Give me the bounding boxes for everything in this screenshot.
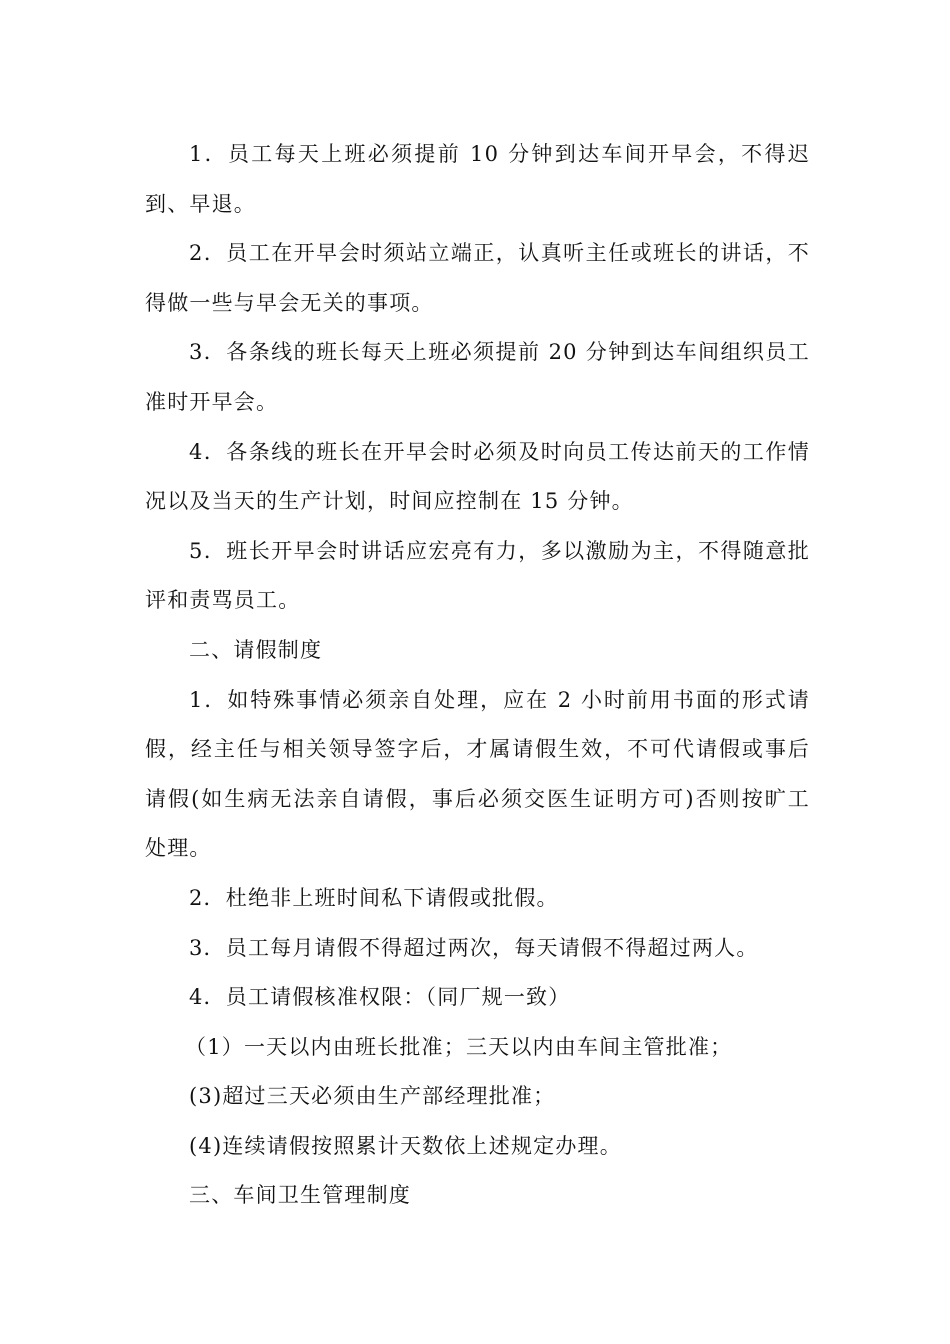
document-body — [145, 130, 810, 1221]
paragraph-line: 2．员工在开早会时须站立端正，认真听主任或班长的讲话，不 — [189, 241, 810, 266]
paragraph-line: 1．如特殊事情必须亲自处理，应在 2 小时前用书面的形式请 — [189, 687, 810, 712]
paragraph-line: 2．杜绝非上班时间私下请假或批假。 — [189, 885, 559, 910]
paragraph-line: 况以及当天的生产计划，时间应控制在 15 分钟。 — [145, 489, 634, 514]
paragraph-line: 处理。 — [145, 836, 212, 861]
paragraph-line: （1）一天以内由班长批准；三天以内由车间主管批准； — [185, 1034, 733, 1059]
paragraph-line: (3)超过三天必须由生产部经理批准； — [189, 1084, 556, 1109]
paragraph-line: (4)连续请假按照累计天数依上述规定办理。 — [189, 1133, 622, 1158]
paragraph-line: 3．员工每月请假不得超过两次，每天请假不得超过两人。 — [189, 935, 759, 960]
paragraph-line: 4．员工请假核准权限：（同厂规一致） — [189, 985, 571, 1010]
paragraph-line: 假，经主任与相关领导签字后，才属请假生效，不可代请假或事后 — [145, 737, 810, 762]
paragraph-line: 4．各条线的班长在开早会时必须及时向员工传达前天的工作情 — [189, 439, 810, 464]
paragraph-line: 3．各条线的班长每天上班必须提前 20 分钟到达车间组织员工 — [189, 340, 810, 365]
paragraph-line: 准时开早会。 — [145, 389, 279, 414]
paragraph-line: 1．员工每天上班必须提前 10 分钟到达车间开早会，不得迟 — [189, 142, 810, 166]
section-heading: 二、请假制度 — [189, 637, 323, 662]
paragraph-line: 得做一些与早会无关的事项。 — [145, 290, 434, 315]
paragraph-line: 评和责骂员工。 — [145, 588, 301, 613]
section-heading: 三、车间卫生管理制度 — [189, 1183, 411, 1208]
paragraph-line: 请假(如生病无法亲自请假，事后必须交医生证明方可)否则按旷工 — [145, 786, 810, 811]
paragraph-line: 5．班长开早会时讲话应宏亮有力，多以激励为主，不得随意批 — [189, 538, 810, 563]
paragraph-line: 到、早退。 — [145, 191, 256, 216]
